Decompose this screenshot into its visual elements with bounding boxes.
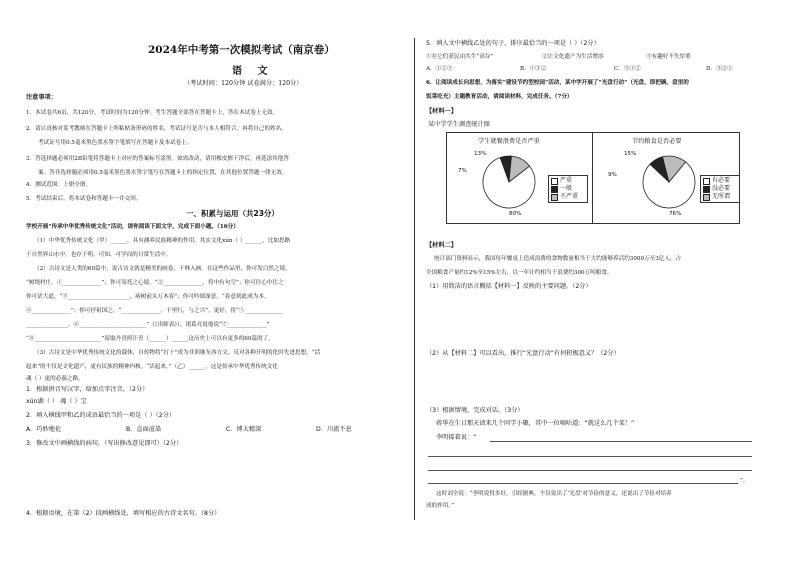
- passage-line: （1）中华优秀传统文化（甲）______，具有涵养民族精神的作用。其实文化xún（ ）______，比如思路: [34, 238, 291, 244]
- legend-item: [551, 185, 585, 193]
- legend-item: [551, 193, 585, 201]
- chart-1-title: 学生就餐浪费是否严重: [478, 138, 540, 145]
- question-1-blanks[interactable]: xún湖（ ） 魂（ ）宝: [26, 398, 87, 405]
- passage-line: “⑧________________________”留取丹青照汗青（______）______这历史上可以有更多的60篇的了。: [26, 336, 274, 342]
- option-b[interactable]: B．直面渲染: [126, 426, 162, 433]
- option-b[interactable]: B．①③②: [520, 66, 547, 72]
- legend-item: [551, 177, 585, 185]
- notice-item: 4．测试范围：上册全册。: [26, 182, 92, 188]
- task-3-followup: 这时刘全说：“李明说得多好，引经据典，不仅说出了‘光盘’对节俭的意义，还说出了节俭对培养: [436, 491, 672, 497]
- legend-label: 没必要: [712, 185, 731, 192]
- chart-2-title: 节约粮食是否必要: [632, 138, 682, 145]
- exam-meta: （考试时间：120分钟 试卷满分：120分）: [184, 80, 303, 87]
- legend-label: 无所谓: [712, 193, 731, 200]
- material-2-line: 全国粮食产量约12%至15%左右，以一年计约相当于浪费约300万吨粮食。: [426, 270, 613, 276]
- question-6-cont: 饭菜吃光）主题教育活动，请阅读材料，完成任务。（7分）: [426, 94, 573, 100]
- notice-item: 考试证号用0.5毫米黑色墨水签字笔填写在答题卡及本试卷上。: [38, 140, 193, 146]
- passage-line: （2）古诗文是人类的60篇中，说古诗文就是精美的画卷，千林入画。在这些作品里，你可发白然之境，: [34, 266, 291, 272]
- answer-line[interactable]: [428, 483, 738, 484]
- legend-label: 有必要: [712, 177, 731, 184]
- legend-swatch: [703, 194, 710, 201]
- task-2: （2）从【材料二】可以看出，推行“光盘行动”有何积极意义？（2分）: [426, 350, 620, 357]
- legend-label: 严重: [560, 177, 573, 184]
- option-a[interactable]: A．巧妙地伦: [26, 426, 62, 433]
- chart-2-legend: [700, 175, 740, 203]
- quote-close: ”。: [740, 478, 749, 484]
- column-divider: [414, 38, 415, 520]
- legend-swatch: [551, 186, 558, 193]
- legend-label: 一般: [560, 185, 573, 192]
- legend-swatch: [703, 178, 710, 185]
- task-3: （3）根据情境，完成对话。（3分）: [426, 407, 524, 414]
- legend-item: [703, 185, 737, 193]
- material-1-label: 【材料一】: [426, 108, 457, 115]
- legend-label: 不严重: [560, 193, 579, 200]
- option-a[interactable]: A．①②③: [426, 66, 453, 72]
- question-1: 1．根据拼音写汉字，给加点字注音。（2分）: [26, 386, 149, 393]
- q5-item: ①在它们获民由共生“高谷”: [426, 54, 494, 60]
- q5-item: ②让文化遗产为生活增添: [542, 54, 604, 60]
- legend-swatch: [551, 194, 558, 201]
- passage-line: “树绕村庄，①______________”；你可寄托之心境，“②______________，将中有句空”；你可往心中往之: [26, 280, 284, 286]
- notice-item: 5．考试结束后，将本试卷和答题卡一并交回。: [26, 196, 142, 202]
- question-4: 4．根据语境，在第（2）段画横线处，填写相应的古诗文名句。（8分）: [26, 510, 221, 517]
- task-1: （1）用简洁的语言概括【材料一】反映的主要问题。（2分）: [426, 283, 592, 290]
- option-d[interactable]: D．③②①: [706, 66, 733, 72]
- answer-line[interactable]: [428, 456, 752, 457]
- chart-caption: 某中学学生调查统计图: [428, 121, 490, 128]
- notice-item: 1．本试卷共6页，共120分，考试时间为120分钟。考生答题全部答在答题卡上，答在本试卷上无效。: [26, 110, 279, 116]
- chart-1-label-2: 13%: [474, 151, 487, 157]
- subject-title: 语 文: [232, 66, 274, 77]
- question-5: 5．填入文中横线乙处的句子，排序最恰当的一项是（ ）（2分）: [426, 40, 600, 47]
- notice-heading: 注意事项：: [26, 94, 57, 101]
- passage-line: 于自然界山水中，也存于明、可知、可学而的日常生活中。: [26, 252, 172, 258]
- section-heading: 一、积累与运用（共23分）: [186, 209, 279, 218]
- material-2-line: 统计部门资料显示，我国每年餐桌上造成浪费的食物数量相当于大约能够养活约3000万至3亿人，占: [434, 256, 682, 262]
- option-d[interactable]: D．川流不息: [316, 426, 352, 433]
- passage-line: _______________，⑥________________________”（《出师表》），诸葛亮说他说“⑦______________”: [26, 322, 270, 328]
- chart-1-label-1: 7%: [458, 168, 467, 174]
- passage-line: 起来”的不仅是文化遗产，更有民族的精神内核。“活起来，”（乙）______，这是传承中华优秀传统文化: [26, 364, 278, 370]
- task-3-prompt: 李明接着说：“: [436, 434, 477, 441]
- legend-item: [703, 177, 737, 185]
- option-c[interactable]: C．博大精深: [226, 426, 262, 433]
- chart-1-legend: [548, 175, 588, 203]
- option-c[interactable]: C．③①②: [614, 66, 641, 72]
- question-2: 2．填入横线甲和乙的成语最恰当的一项是（ ）（2分）: [26, 412, 176, 419]
- chart-separator: [592, 133, 593, 223]
- passage-line: 魂（ ）更的必游之路。: [26, 376, 84, 382]
- page-title: 2024年中考第一次模拟考试（南京卷）: [148, 44, 335, 56]
- activity-intro: 学校开展“传承中华优秀传统文化”活动，请你阅读下面文字，完成下面小题。（16分）: [26, 224, 239, 230]
- answer-line[interactable]: [490, 441, 752, 442]
- question-6: 6．让阅读成长向思想，为落实“建设节约型校园”活动，某中学开展了“光盘行动”（光盘，即把碗、盘里的: [426, 80, 689, 86]
- q5-item: ③有趣好不失厚重: [646, 54, 691, 60]
- notice-item: 案。答非选择题必须用0.5毫米黑色墨水签字笔写在答题卡上的指定位置，在其他位置答题一律无效。: [38, 170, 288, 176]
- chart-2-label-2: 15%: [624, 151, 637, 157]
- task-3-followup-cont: 成的作用。”: [426, 503, 455, 509]
- notice-item: 3．答选择题必须用2B铅笔将答题卡上对应的答案标号涂黑。如需改动，请用橡皮擦干净后，再选涂其他答: [26, 156, 289, 162]
- passage-line: （3）古诗文是中华优秀传统文化的载体，自传物将“打十”成为非训继东西方文，反对各种开明的化时先进思想，“活: [34, 350, 321, 356]
- chart-1-label-0: 80%: [509, 211, 522, 217]
- passage-line: 你可语大道，“③______________________，病树前头万木春”；你可吟颂深意，“春意到此成为本。: [26, 294, 270, 300]
- legend-swatch: [703, 186, 710, 193]
- notice-item: 2．请认真核对监考教师在答题卡上所粘贴条形码的姓名、考试证号是否与本人相符合，再将自己的姓名、: [26, 126, 287, 132]
- material-2-label: 【材料二】: [426, 242, 457, 249]
- answer-line[interactable]: [428, 470, 752, 471]
- chart-2-label-0: 76%: [669, 211, 682, 217]
- legend-item: [703, 193, 737, 201]
- question-3: 3．修改文中画横线的病句。（写出修改意见即可）（2分）: [26, 440, 183, 447]
- legend-swatch: [551, 178, 558, 185]
- task-3-context: 蒋华在生日那天请来几个同学小聚，其中一位嘀咕道：“就这么几个菜！”: [436, 420, 635, 427]
- passage-line: ④______________”；你可抒祖国之，“______________，千里行，与之兴”。更好，将“⑤______________: [26, 308, 284, 314]
- chart-2-label-1: 9%: [608, 172, 617, 178]
